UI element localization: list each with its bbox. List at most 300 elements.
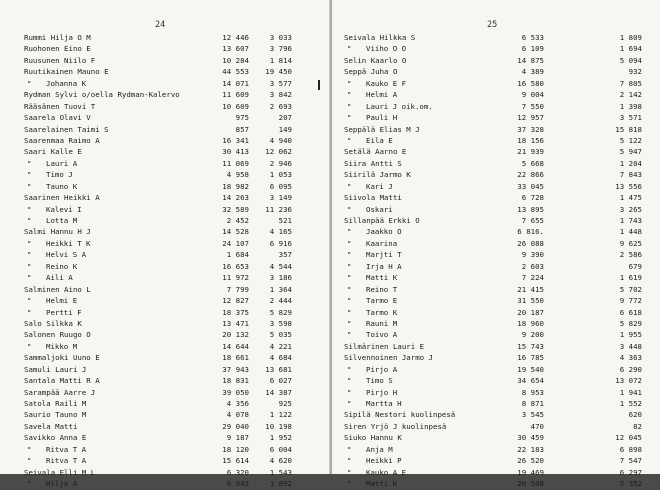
taxpayer-name: Sarampää Aarre J bbox=[24, 387, 96, 397]
table-row bbox=[24, 146, 304, 157]
taxable-income: 2 603 bbox=[521, 261, 544, 271]
table-row bbox=[344, 409, 642, 420]
taxable-income: 31 550 bbox=[517, 296, 544, 306]
table-row bbox=[24, 444, 304, 455]
taxpayer-given-names: Kaarina bbox=[366, 238, 398, 248]
taxpayer-name: Santala Matti R A bbox=[24, 376, 100, 386]
ditto-mark: " bbox=[27, 456, 32, 466]
taxpayer-name: Savela Matti bbox=[24, 421, 78, 431]
taxpayer-given-names: Kalevi I bbox=[46, 204, 82, 214]
taxable-income: 6 943 bbox=[226, 479, 249, 489]
tax-amount: 5 829 bbox=[619, 318, 642, 328]
tax-amount: 6 027 bbox=[269, 376, 292, 386]
tax-amount: 3 265 bbox=[619, 204, 642, 214]
taxable-income: 13 471 bbox=[222, 318, 249, 328]
tax-amount: 12 062 bbox=[265, 147, 292, 157]
taxpayer-name: Seppälä Elias M J bbox=[344, 124, 420, 134]
ditto-mark: " bbox=[347, 376, 352, 386]
table-row bbox=[344, 169, 642, 180]
taxable-income: 19 540 bbox=[517, 364, 544, 374]
ditto-mark: " bbox=[27, 78, 32, 88]
taxpayer-given-names: Aili A bbox=[46, 273, 73, 283]
tax-amount: 1 619 bbox=[619, 273, 642, 283]
table-row bbox=[344, 181, 642, 192]
ditto-mark: " bbox=[27, 204, 32, 214]
taxpayer-given-names: Hilja A bbox=[46, 479, 78, 489]
tax-amount: 6 898 bbox=[619, 444, 642, 454]
ditto-mark: " bbox=[347, 284, 352, 294]
taxable-income: 4 958 bbox=[226, 170, 249, 180]
ditto-mark: " bbox=[347, 227, 352, 237]
taxpayer-given-names: Lauri J oik.om. bbox=[366, 101, 433, 111]
taxpayer-given-names: Pauli H bbox=[366, 113, 398, 123]
ditto-mark: " bbox=[347, 444, 352, 454]
tax-amount: 6 618 bbox=[619, 307, 642, 317]
taxpayer-name: Salo Silkka K bbox=[24, 318, 82, 328]
tax-amount: 620 bbox=[628, 410, 642, 420]
ditto-mark: " bbox=[347, 479, 352, 489]
table-row bbox=[344, 261, 642, 272]
page-number: 25 bbox=[487, 20, 498, 30]
ditto-mark: " bbox=[27, 296, 32, 306]
tax-amount: 10 198 bbox=[265, 421, 292, 431]
taxable-income: 11 609 bbox=[222, 90, 249, 100]
taxable-income: 6 533 bbox=[521, 33, 544, 42]
table-row bbox=[344, 249, 642, 260]
taxable-income: 16 785 bbox=[517, 353, 544, 363]
table-row bbox=[344, 112, 642, 123]
taxable-income: 10 284 bbox=[222, 55, 249, 65]
taxpayer-given-names: Pertti F bbox=[46, 307, 82, 317]
taxable-income: 18 831 bbox=[222, 376, 249, 386]
table-row bbox=[344, 135, 642, 146]
table-row bbox=[24, 284, 304, 295]
taxable-income: 30 413 bbox=[222, 147, 249, 157]
tax-amount: 4 684 bbox=[269, 353, 292, 363]
tax-amount: 357 bbox=[278, 250, 292, 260]
ditto-mark: " bbox=[347, 135, 352, 145]
ditto-mark: " bbox=[347, 273, 352, 283]
table-row bbox=[24, 43, 304, 54]
table-row bbox=[344, 78, 642, 89]
ditto-mark: " bbox=[347, 113, 352, 123]
table-row bbox=[344, 192, 642, 203]
taxable-income: 22 866 bbox=[517, 170, 544, 180]
tax-amount: 7 805 bbox=[619, 78, 642, 88]
taxpayer-given-names: Oskari bbox=[366, 204, 393, 214]
tax-amount: 3 571 bbox=[619, 113, 642, 123]
table-row bbox=[344, 55, 642, 66]
taxable-income: 18 960 bbox=[517, 318, 544, 328]
tax-amount: 2 586 bbox=[619, 250, 642, 260]
taxable-income: 3 545 bbox=[521, 410, 544, 420]
tax-amount: 2 444 bbox=[269, 296, 292, 306]
taxable-income: 21 939 bbox=[517, 147, 544, 157]
ditto-mark: " bbox=[347, 364, 352, 374]
taxable-income: 1 684 bbox=[226, 250, 249, 260]
table-row bbox=[344, 318, 642, 329]
taxpayer-name: Silmäri​nen Lauri E bbox=[344, 341, 425, 351]
tax-amount: 3 149 bbox=[269, 193, 292, 203]
taxable-income: 15 743 bbox=[517, 341, 544, 351]
taxpayer-name: Ruutikainen Mauno E bbox=[24, 67, 109, 77]
table-row bbox=[344, 478, 642, 489]
taxable-income: 18 156 bbox=[517, 135, 544, 145]
taxable-income: 12 827 bbox=[222, 296, 249, 306]
taxable-income: 857 bbox=[235, 124, 249, 134]
table-row bbox=[24, 409, 304, 420]
taxpayer-given-names: Toivo A bbox=[366, 330, 398, 340]
ditto-mark: " bbox=[347, 318, 352, 328]
tax-amount: 19 450 bbox=[265, 67, 292, 77]
taxable-income: 7 550 bbox=[521, 101, 544, 111]
table-row bbox=[344, 467, 642, 478]
table-row bbox=[24, 204, 304, 215]
taxpayer-name: Saarenmaa Raimo A bbox=[24, 135, 100, 145]
ditto-mark: " bbox=[27, 261, 32, 271]
tax-amount: 1 475 bbox=[619, 193, 642, 203]
table-row bbox=[344, 158, 642, 169]
taxpayer-given-names: Kauko E F bbox=[366, 78, 407, 88]
ditto-mark: " bbox=[347, 44, 352, 54]
table-row bbox=[24, 329, 304, 340]
taxpayer-name: Seivala Elli M L bbox=[24, 467, 96, 477]
tax-amount: 1 809 bbox=[619, 33, 642, 42]
tax-amount: 9 625 bbox=[619, 238, 642, 248]
tax-amount: 6 297 bbox=[619, 467, 642, 477]
taxable-income: 18 375 bbox=[222, 307, 249, 317]
taxpayer-name: Sammaljoki Uuno E bbox=[24, 353, 100, 363]
taxable-income: 37 328 bbox=[517, 124, 544, 134]
tax-amount: 1 952 bbox=[269, 433, 292, 443]
tax-amount: 679 bbox=[628, 261, 642, 271]
ditto-mark: " bbox=[347, 307, 352, 317]
taxpayer-given-names: Reino K bbox=[46, 261, 78, 271]
table-row bbox=[24, 158, 304, 169]
tax-amount: 1 743 bbox=[619, 216, 642, 225]
taxpayer-given-names: Johanna K bbox=[46, 78, 87, 88]
table-row bbox=[344, 146, 642, 157]
taxable-income: 14 875 bbox=[517, 55, 544, 65]
table-row bbox=[24, 215, 304, 226]
taxpayer-name: Sillanpää Erkki O bbox=[344, 216, 420, 225]
tax-amount: 6 290 bbox=[619, 364, 642, 374]
taxable-income: 2 452 bbox=[226, 216, 249, 225]
tax-amount: 13 556 bbox=[615, 181, 642, 191]
tax-amount: 1 543 bbox=[269, 467, 292, 477]
table-row bbox=[24, 352, 304, 363]
ditto-mark: " bbox=[27, 170, 32, 180]
taxpayer-name: Siira Antti S bbox=[344, 158, 402, 168]
taxpayer-name: Seivala Hilkka S bbox=[344, 33, 416, 42]
taxpayer-given-names: Tauno K bbox=[46, 181, 78, 191]
taxable-income: 9 004 bbox=[521, 90, 544, 100]
tax-amount: 1 814 bbox=[269, 55, 292, 65]
ditto-mark: " bbox=[347, 456, 352, 466]
taxpayer-name: Sipilä Nestori kuolinpesä bbox=[344, 410, 456, 420]
taxable-income: 13 895 bbox=[517, 204, 544, 214]
tax-amount: 4 620 bbox=[269, 456, 292, 466]
taxable-income: 44 553 bbox=[222, 67, 249, 77]
taxable-income: 13 607 bbox=[222, 44, 249, 54]
tax-amount: 1 122 bbox=[269, 410, 292, 420]
table-row bbox=[24, 398, 304, 409]
tax-amount: 15 818 bbox=[615, 124, 642, 134]
ditto-mark: " bbox=[27, 238, 32, 248]
tax-amount: 1 552 bbox=[619, 399, 642, 408]
tax-amount: 9 772 bbox=[619, 296, 642, 306]
table-row bbox=[344, 204, 642, 215]
taxable-income: 15 614 bbox=[222, 456, 249, 466]
taxpayer-name: Silvennoinen Jarmo J bbox=[344, 353, 433, 363]
tax-amount: 5 947 bbox=[619, 147, 642, 157]
table-row bbox=[24, 55, 304, 66]
tax-amount: 4 363 bbox=[619, 353, 642, 363]
taxpayer-given-names: Pirjo A bbox=[366, 364, 398, 374]
tax-amount: 2 946 bbox=[269, 158, 292, 168]
tax-amount: 3 796 bbox=[269, 44, 292, 54]
taxpayer-given-names: Ritva T A bbox=[46, 456, 87, 466]
taxpayer-name: Saarelainen Taimi S bbox=[24, 124, 109, 134]
taxable-income: 14 528 bbox=[222, 227, 249, 237]
table-row bbox=[344, 341, 642, 352]
ditto-mark: " bbox=[27, 158, 32, 168]
tax-amount: 3 033 bbox=[269, 33, 292, 42]
taxable-income: 11 972 bbox=[222, 273, 249, 283]
table-row bbox=[24, 226, 304, 237]
taxable-income: 20 508 bbox=[517, 479, 544, 489]
tax-amount: 2 142 bbox=[619, 90, 642, 100]
right-page bbox=[332, 0, 660, 489]
ditto-mark: " bbox=[347, 78, 352, 88]
taxpayer-name: Siirilä Jarmo K bbox=[344, 170, 411, 180]
taxpayer-given-names: Lotta M bbox=[46, 216, 78, 225]
taxable-income: 4 078 bbox=[226, 410, 249, 420]
table-row bbox=[24, 467, 304, 478]
tax-amount: 5 702 bbox=[619, 284, 642, 294]
taxpayer-name: Salonen Ruugo O bbox=[24, 330, 91, 340]
taxpayer-name: Siuko Hannu K bbox=[344, 433, 402, 443]
tax-amount: 4 165 bbox=[269, 227, 292, 237]
taxable-income: 26 520 bbox=[517, 456, 544, 466]
tax-amount: 1 053 bbox=[269, 170, 292, 180]
table-row bbox=[344, 444, 642, 455]
taxable-income: 39 050 bbox=[222, 387, 249, 397]
table-row bbox=[24, 341, 304, 352]
taxable-income: 7 224 bbox=[521, 273, 544, 283]
tax-amount: 207 bbox=[278, 113, 292, 123]
table-row bbox=[24, 249, 304, 260]
taxpayer-name: Selin Kaarlo O bbox=[344, 55, 407, 65]
taxpayer-name: Rummi Hilja O M bbox=[24, 33, 91, 42]
taxable-income: 20 132 bbox=[222, 330, 249, 340]
table-row bbox=[24, 421, 304, 432]
taxpayer-name: Salminen Aino L bbox=[24, 284, 91, 294]
ditto-mark: " bbox=[347, 399, 352, 408]
table-row bbox=[24, 66, 304, 77]
taxpayer-name: Satola Raili M bbox=[24, 399, 87, 408]
table-row bbox=[24, 307, 304, 318]
tax-amount: 14 387 bbox=[265, 387, 292, 397]
tax-amount: 932 bbox=[628, 67, 642, 77]
table-row bbox=[344, 455, 642, 466]
table-row bbox=[344, 272, 642, 283]
ditto-mark: " bbox=[27, 307, 32, 317]
tax-amount: 1 448 bbox=[619, 227, 642, 237]
taxable-income: 32 589 bbox=[222, 204, 249, 214]
taxable-income: 470 bbox=[530, 421, 544, 431]
table-row bbox=[24, 32, 304, 43]
taxable-income: 9 187 bbox=[226, 433, 249, 443]
table-row bbox=[344, 226, 642, 237]
taxpayer-name: Saari Kalle E bbox=[24, 147, 82, 157]
taxpayer-given-names: Kauko A E bbox=[366, 467, 407, 477]
taxable-income: 16 341 bbox=[222, 135, 249, 145]
table-row bbox=[344, 329, 642, 340]
taxpayer-given-names: Helvi S A bbox=[46, 250, 87, 260]
taxpayer-given-names: Jaakko O bbox=[366, 227, 402, 237]
table-row bbox=[344, 387, 642, 398]
tax-amount: 925 bbox=[278, 399, 292, 408]
taxpayer-given-names: Helmi A bbox=[366, 90, 398, 100]
tax-amount: 7 547 bbox=[619, 456, 642, 466]
taxpayer-name: Rääsänen Tuovi T bbox=[24, 101, 96, 111]
taxable-income: 19 469 bbox=[517, 467, 544, 477]
taxable-income: 12 446 bbox=[222, 33, 249, 42]
taxpayer-name: Setälä Aarno E bbox=[344, 147, 407, 157]
tax-amount: 5 122 bbox=[619, 135, 642, 145]
tax-amount: 6 095 bbox=[269, 181, 292, 191]
taxable-income: 22 183 bbox=[517, 444, 544, 454]
ditto-mark: " bbox=[27, 216, 32, 225]
tax-amount: 3 448 bbox=[619, 341, 642, 351]
taxpayer-name: Siren Yrjö J kuolinpesä bbox=[344, 421, 447, 431]
taxpayer-name: Ruusunen Niilo F bbox=[24, 55, 96, 65]
table-row bbox=[24, 478, 304, 489]
taxpayer-name: Savikko Anna E bbox=[24, 433, 87, 443]
taxable-income: 9 390 bbox=[521, 250, 544, 260]
taxpayer-given-names: Anja M bbox=[366, 444, 393, 454]
tax-amount: 5 094 bbox=[619, 55, 642, 65]
taxable-income: 24 107 bbox=[222, 238, 249, 248]
table-row bbox=[24, 387, 304, 398]
table-row bbox=[24, 101, 304, 112]
tax-amount: 1 955 bbox=[619, 330, 642, 340]
taxpayer-name: Samuli Lauri J bbox=[24, 364, 87, 374]
table-row bbox=[24, 181, 304, 192]
table-row bbox=[24, 124, 304, 135]
tax-amount: 11 236 bbox=[265, 204, 292, 214]
taxpayer-given-names: Helmi E bbox=[46, 296, 78, 306]
table-row bbox=[24, 455, 304, 466]
tax-amount: 3 598 bbox=[269, 318, 292, 328]
tax-amount: 1 398 bbox=[619, 101, 642, 111]
tax-amount: 3 577 bbox=[269, 78, 292, 88]
taxpayer-given-names: Tarmo K bbox=[366, 307, 398, 317]
page-number: 24 bbox=[155, 20, 166, 30]
taxpayer-given-names: Ritva T A bbox=[46, 444, 87, 454]
taxable-income: 18 120 bbox=[222, 444, 249, 454]
table-row bbox=[344, 66, 642, 77]
taxpayer-given-names: Viiho O O bbox=[366, 44, 407, 54]
tax-amount: 3 842 bbox=[269, 90, 292, 100]
taxable-income: 14 263 bbox=[222, 193, 249, 203]
table-row bbox=[24, 261, 304, 272]
table-row bbox=[24, 238, 304, 249]
table-row bbox=[24, 78, 304, 89]
taxpayer-name: Saarela Olavi V bbox=[24, 113, 91, 123]
table-row bbox=[344, 101, 642, 112]
taxable-income: 7 655 bbox=[521, 216, 544, 225]
table-row bbox=[24, 364, 304, 375]
taxpayer-given-names: Mikko M bbox=[46, 341, 78, 351]
table-row bbox=[24, 432, 304, 443]
table-row bbox=[344, 238, 642, 249]
tax-amount: 4 940 bbox=[269, 135, 292, 145]
table-row bbox=[344, 124, 642, 135]
taxpayer-name: Ruohonen Eino E bbox=[24, 44, 91, 54]
ditto-mark: " bbox=[27, 250, 32, 260]
taxpayer-given-names: Heikki T K bbox=[46, 238, 91, 248]
tax-amount: 1 892 bbox=[269, 479, 292, 489]
taxable-income: 20 187 bbox=[517, 307, 544, 317]
taxpayer-name: Siivola Matti bbox=[344, 193, 402, 203]
ditto-mark: " bbox=[347, 90, 352, 100]
tax-amount: 82 bbox=[633, 421, 642, 431]
taxpayer-given-names: Martta H bbox=[366, 399, 402, 408]
taxpayer-list bbox=[24, 32, 304, 490]
taxable-income: 9 200 bbox=[521, 330, 544, 340]
ditto-mark: " bbox=[347, 101, 352, 111]
table-row bbox=[344, 375, 642, 386]
tax-amount: 13 072 bbox=[615, 376, 642, 386]
table-row bbox=[344, 43, 642, 54]
margin-mark bbox=[318, 80, 320, 90]
table-row bbox=[344, 215, 642, 226]
taxable-income: 16 653 bbox=[222, 261, 249, 271]
table-row bbox=[344, 421, 642, 432]
tax-amount: 1 204 bbox=[619, 158, 642, 168]
tax-amount: 4 544 bbox=[269, 261, 292, 271]
ditto-mark: " bbox=[27, 273, 32, 283]
tax-amount: 5 829 bbox=[269, 307, 292, 317]
taxpayer-given-names: Rauni M bbox=[366, 318, 398, 328]
tax-amount: 4 221 bbox=[269, 341, 292, 351]
taxable-income: 8 871 bbox=[521, 399, 544, 408]
taxpayer-name: Saarinen Heikki A bbox=[24, 193, 100, 203]
taxable-income: 37 943 bbox=[222, 364, 249, 374]
taxable-income: 6 728 bbox=[521, 193, 544, 203]
table-row bbox=[344, 398, 642, 409]
tax-amount: 1 364 bbox=[269, 284, 292, 294]
tax-amount: 3 186 bbox=[269, 273, 292, 283]
table-row bbox=[24, 89, 304, 100]
ditto-mark: " bbox=[27, 444, 32, 454]
taxable-income: 10 609 bbox=[222, 101, 249, 111]
taxable-income: 21 415 bbox=[517, 284, 544, 294]
table-row bbox=[344, 352, 642, 363]
tax-amount: 1 941 bbox=[619, 387, 642, 397]
taxable-income: 7 799 bbox=[226, 284, 249, 294]
ditto-mark: " bbox=[347, 330, 352, 340]
taxable-income: 5 668 bbox=[521, 158, 544, 168]
taxable-income: 14 071 bbox=[222, 78, 249, 88]
tax-amount: 521 bbox=[278, 216, 292, 225]
taxable-income: 6 109 bbox=[521, 44, 544, 54]
tax-amount: 1 694 bbox=[619, 44, 642, 54]
taxpayer-name: Rydman Sylvi o/oella Rydman-Kalervo bbox=[24, 90, 180, 100]
tax-amount: 5 035 bbox=[269, 330, 292, 340]
